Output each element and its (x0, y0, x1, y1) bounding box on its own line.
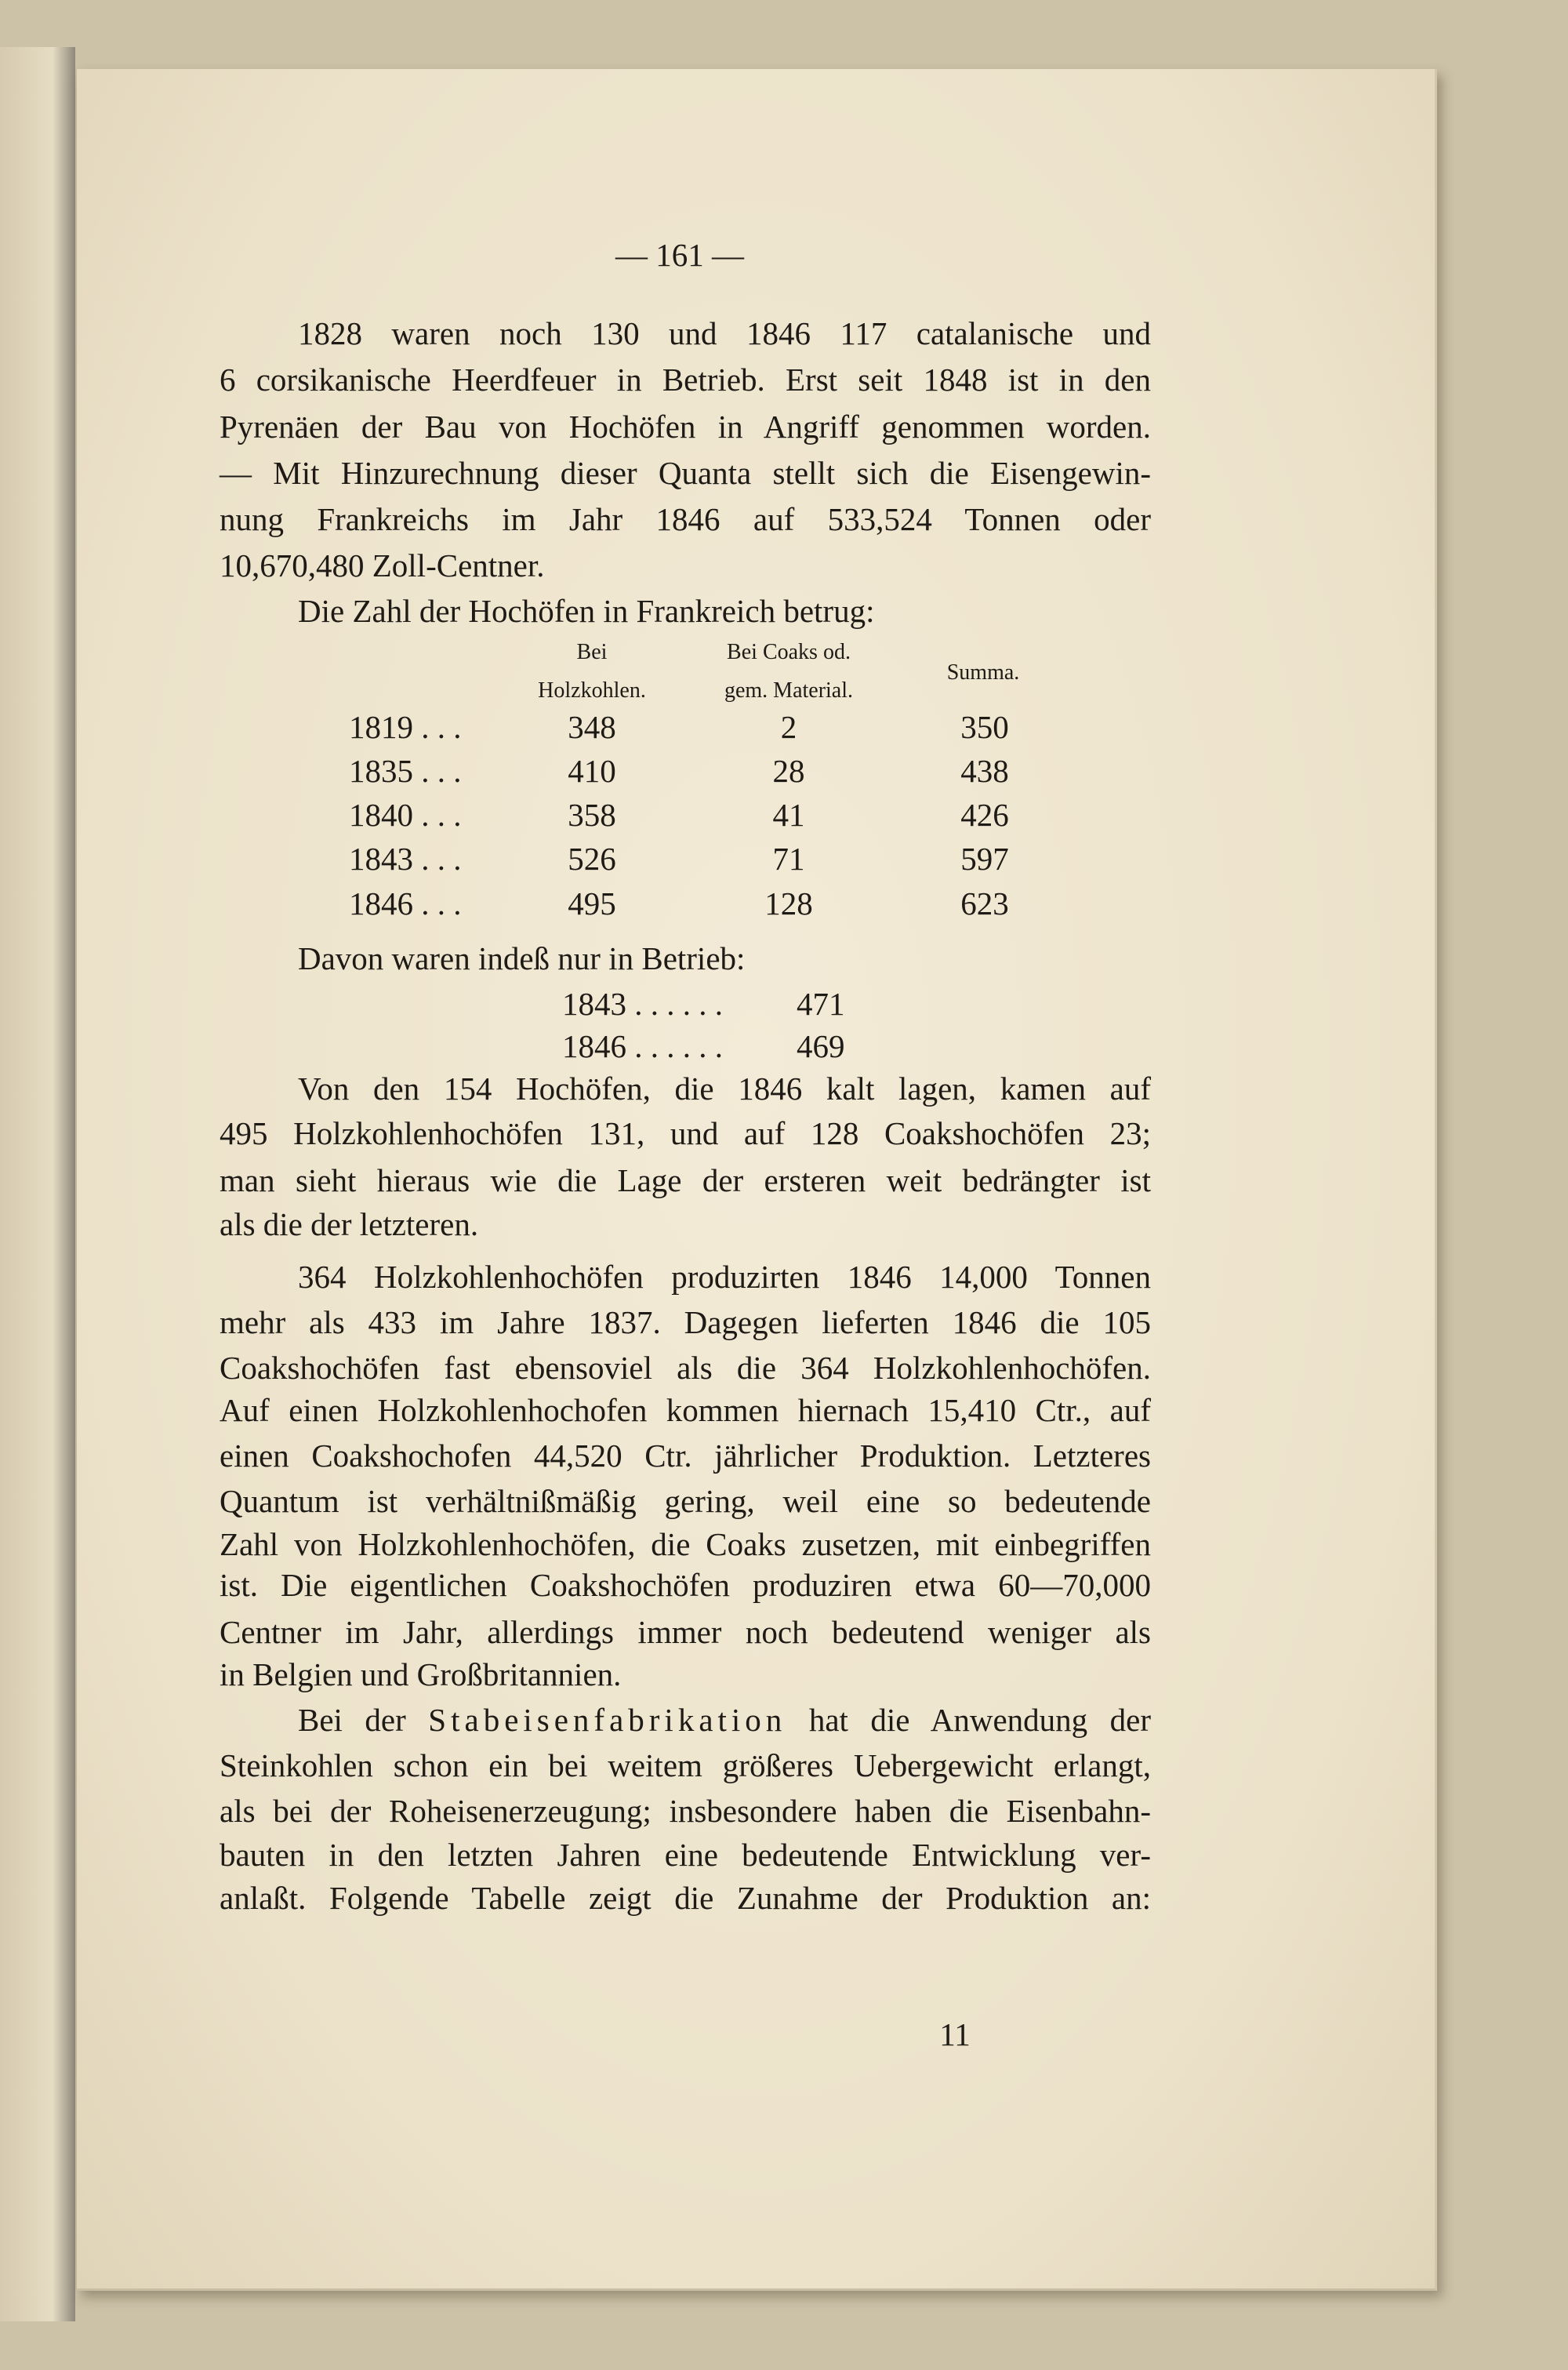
table-cell-coaks: 41 (772, 797, 805, 833)
operation-value: 471 (797, 986, 845, 1022)
table-header-coaks: Bei Coaks od. (727, 640, 851, 664)
text-line: einen Coakshochofen 44,520 Ctr. jährlicher Produktion. Letzteres (220, 1438, 1151, 1474)
text-line: mehr als 433 im Jahre 1837. Dagegen lieferten 1846 die 105 (220, 1304, 1151, 1340)
table-cell-coaks: 128 (764, 885, 813, 921)
table-cell-summa: 623 (960, 885, 1009, 921)
table-cell-year: 1840 . . . (349, 797, 462, 833)
text-line: in Belgien und Großbritannien. (220, 1656, 622, 1692)
text-line: 1828 waren noch 130 und 1846 117 catalanische und (298, 315, 1151, 351)
table-cell-year: 1819 . . . (349, 709, 462, 745)
table-cell-holz: 358 (568, 797, 616, 833)
text-line: Centner im Jahr, allerdings immer noch bedeutend weniger als (220, 1614, 1151, 1650)
text-line: als die der letzteren. (220, 1206, 479, 1242)
text-line: Pyrenäen der Bau von Hochöfen in Angriff genommen worden. (220, 409, 1151, 445)
text-line: 10,670,480 Zoll-Centner. (220, 547, 545, 583)
table-cell-holz: 410 (568, 753, 616, 789)
table-cell-year: 1835 . . . (349, 753, 462, 789)
table-cell-summa: 350 (960, 709, 1009, 745)
text-line: Von den 154 Hochöfen, die 1846 kalt lagen, kamen auf (298, 1070, 1151, 1107)
text-line: Die Zahl der Hochöfen in Frankreich betrug: (298, 593, 875, 629)
text-line (298, 1700, 1151, 1739)
text-line: anlaßt. Folgende Tabelle zeigt die Zunahme der Produktion an: (220, 1880, 1151, 1916)
text-line: Zahl von Holzkohlenhochöfen, die Coaks zusetzen, mit einbegriffen (220, 1526, 1151, 1562)
text-line: 6 corsikanische Heerdfeuer in Betrieb. Erst seit 1848 ist in den (220, 362, 1151, 398)
text-line: 495 Holzkohlenhochöfen 131, und auf 128 Coakshochöfen 23; (220, 1115, 1151, 1151)
table-header-summa: Summa. (946, 660, 1020, 685)
operation-value: 469 (797, 1028, 845, 1064)
table-cell-coaks: 2 (780, 709, 797, 745)
table-cell-coaks: 71 (772, 841, 805, 877)
table-cell-summa: 426 (960, 797, 1009, 833)
table-cell-summa: 597 (960, 841, 1009, 877)
text-line: Auf einen Holzkohlenhochofen kommen hiernach 15,410 Ctr., auf (220, 1392, 1151, 1428)
text-line: nung Frankreichs im Jahr 1846 auf 533,524 Tonnen oder (220, 501, 1151, 537)
text-line: als bei der Roheisenerzeugung; insbesondere haben die Eisenbahn- (220, 1793, 1151, 1829)
table-header-holz: Holzkohlen. (538, 678, 646, 703)
text-line: Davon waren indeß nur in Betrieb: (298, 940, 746, 976)
emphasized-term: Stabeisenfabrikation (428, 1702, 787, 1738)
table-cell-holz: 348 (568, 709, 616, 745)
left-page-edge (0, 47, 75, 2321)
text-line: Steinkohlen schon ein bei weitem größeres Uebergewicht erlangt, (220, 1747, 1151, 1783)
table-header-holz: Bei (576, 640, 608, 664)
table-cell-holz: 526 (568, 841, 616, 877)
text-line: man sieht hieraus wie die Lage der ersteren weit bedrängter ist (220, 1162, 1151, 1198)
table-cell-holz: 495 (568, 885, 616, 921)
text-line: Coakshochöfen fast ebensoviel als die 364 Holzkohlenhochöfen. (220, 1350, 1151, 1386)
table-cell-coaks: 28 (772, 753, 805, 789)
table-cell-year: 1846 . . . (349, 885, 462, 921)
text-fragment: Bei der (298, 1702, 406, 1738)
table-cell-summa: 438 (960, 753, 1009, 789)
text-line: Quantum ist verhältnißmäßig gering, weil eine so bedeutende (220, 1483, 1151, 1519)
text-line: 364 Holzkohlenhochöfen produzirten 1846 14,000 Tonnen (298, 1259, 1151, 1295)
text-line: — Mit Hinzurechnung dieser Quanta stellt sich die Eisengewin- (220, 455, 1151, 491)
operation-year: 1846 . . . . . . (562, 1028, 723, 1064)
operation-year: 1843 . . . . . . (562, 986, 723, 1022)
text-line: bauten in den letzten Jahren eine bedeutende Entwicklung ver- (220, 1837, 1151, 1873)
page-number: — 161 — (615, 237, 744, 273)
signature-mark: 11 (939, 2016, 971, 2052)
text-line: ist. Die eigentlichen Coakshochöfen produziren etwa 60—70,000 (220, 1567, 1151, 1603)
table-cell-year: 1843 . . . (349, 841, 462, 877)
table-header-coaks: gem. Material. (724, 678, 854, 703)
text-fragment: hat die Anwendung der (808, 1702, 1151, 1738)
